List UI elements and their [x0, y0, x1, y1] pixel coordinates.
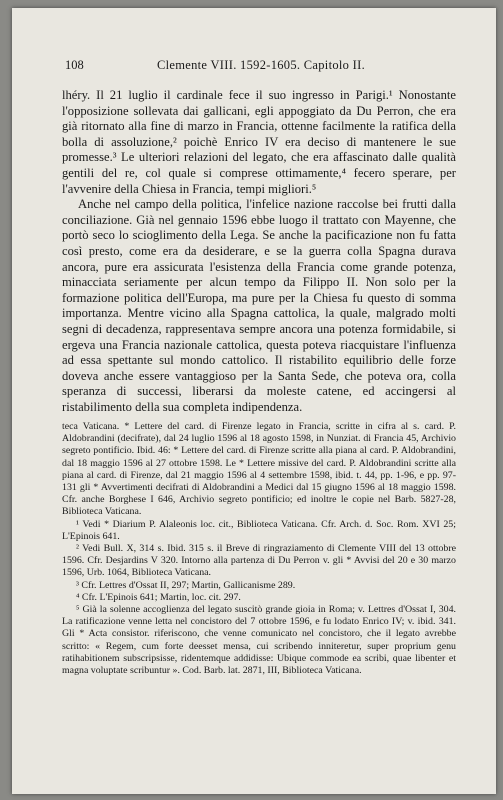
- page-header: [65, 58, 457, 74]
- footnotes: [62, 421, 456, 677]
- main-text: [62, 88, 456, 415]
- book-page: [12, 8, 496, 794]
- running-title: Clemente VIII. 1592-1605. Capitolo II.: [156, 58, 365, 72]
- footnote-5: ⁵ Già la solenne accoglienza del legato suscitò grande gioia in Roma; v. Lettres d'Ossat I, 304. La ratificazione venne letta nel concistoro del 7 ottobre 1596, e fu lodato Enrico IV; v. ibid. 341. Gli * Acta consistor. riferiscono, che venne comunicato nel concistoro, che il legato avrebbe scritto: « Regem, cum forte deesset mensa, cui scribendo inniteretur, super proprium genu ratihabitionem subscripsisse, ridentemque addidisse: Ubique commode ea scribi, quae libenter et magna voluptate scribuntur ». Cod. Barb. lat. 2871, III, Biblioteca Vaticana.: [62, 604, 456, 677]
- footnote-1: ¹ Vedi * Diarium P. Alaleonis loc. cit., Biblioteca Vaticana. Cfr. Arch. d. Soc. Rom. XVI 25; L'Epinois 641.: [62, 518, 456, 542]
- footnote-continuation: teca Vaticana. * Lettere del card. di Firenze legato in Francia, scritte in cifra al s. card. P. Aldobrandini (decifrate), dal 24 luglio 1596 al 18 agosto 1598, in Nunziat. di Francia 45, Archivio segreto pontificio. Ibid. 46: * Lettere del card. di Firenze scritte alla piana al card. P. Aldobrandini, dal 18 maggio 1596 al 27 ottobre 1598. Le * Lettere missive del card. P. Aldobrandini scritte alla piana al card. di Firenze, dal 21 maggio 1596 al 4 settembre 1598, ibid. t. 44, pp. 1-96, e pp. 97-131 gli * Avvertimenti decifrati di Aldobrandini a Medici dal 15 giugno 1596 al 18 maggio 1598. Cfr. anche Borghese I 646, Archivio segreto pontificio; ed inoltre le copie nel Barb. 5827-28, Biblioteca Vaticana.: [62, 421, 456, 518]
- footnote-2: ² Vedi Bull. X, 314 s. Ibid. 315 s. il Breve di ringraziamento di Clemente VIII del 13 ottobre 1596. Cfr. Desjardins V 320. Intorno alla partenza di Du Perron v. gli * Avvisi del 20 e 30 marzo 1596, Urb. 1064, Biblioteca Vaticana.: [62, 543, 456, 579]
- paragraph-2: Anche nel campo della politica, l'infelice nazione raccolse bei frutti dalla conciliazione. Già nel gennaio 1596 ebbe luogo il trattato con Mayenne, che portò seco lo scioglimento della Lega. Se anche la pacificazione non fu fatta così presto, come era da desiderare, e se la guerra colla Spagna durava ancora, pure era assicurata l'esistenza della Francia come grande potenza, minacciata seriamente per alcun tempo da Filippo II. Non solo per la formazione politica dell'Europa, ma pure per la Chiesa fu questo di somma importanza. Mentre vicino alla Spagna cattolica, la quale, malgrado molti segni di decadenza, rappresentava sempre ancora una potenza formidabile, si ergeva una Francia nazionale cattolica, questa poteva riacquistare l'influenza ad essa spettante sul mondo cattolico. Il ristabilito equilibrio delle forze doveva anche essere vantaggioso per la Santa Sede, che poteva ora, colla speranza di successi, liberarsi da moleste catene, ed accingersi al ristabilimento della sua completa indipendenza.: [62, 197, 456, 414]
- footnote-4: ⁴ Cfr. L'Epinois 641; Martin, loc. cit. 297.: [76, 591, 241, 603]
- footnote-3: ³ Cfr. Lettres d'Ossat II, 297; Martin, Gallicanisme 289.: [76, 579, 296, 591]
- paragraph-1: lhéry. Il 21 luglio il cardinale fece il suo ingresso in Parigi.¹ Nonostante l'opposizione sollevata dai gallicani, egli appoggiato da Du Perron, che era già ritornato alla fine di marzo in Francia, ottenne facilmente la ratifica della bolla di assoluzione,² poichè Enrico IV era deciso di mantenere le sue promesse.³ Le ulteriori relazioni del legato, che era affascinato dalle qualità gentili del re, col quale si comprese ottimamente,⁴ fecero sperare, per l'avvenire della Chiesa in Francia, tempi migliori.⁵: [62, 88, 456, 196]
- page-number: 108: [65, 58, 84, 72]
